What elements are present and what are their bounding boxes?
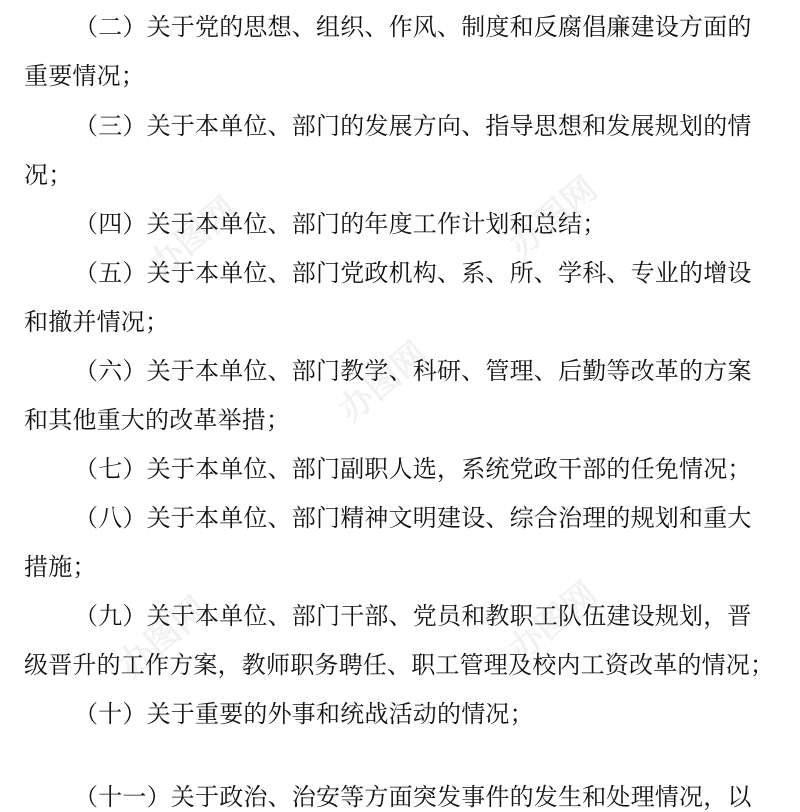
paragraph-line: （九）关于本单位、部门干部、党员和教职工队伍建设规划，晋 [74,602,752,630]
watermark: 办图网 [141,189,246,286]
watermark: 办图网 [331,334,436,431]
paragraph-line: （六）关于本单位、部门教学、科研、管理、后勤等改革的方案 [74,357,752,385]
paragraph-line: 况； [24,161,73,189]
paragraph-line: （五）关于本单位、部门党政机构、系、所、学科、专业的增设 [74,259,752,287]
paragraph-line: （二）关于党的思想、组织、作风、制度和反腐倡廉建设方面的 [74,13,752,41]
watermark: 办图网 [111,589,216,686]
paragraph-line: （三）关于本单位、部门的发展方向、指导思想和发展规划的情 [74,112,752,140]
paragraph-line: 级晋升的工作方案，教师职务聘任、职工管理及校内工资改革的情况； [24,651,775,679]
watermark: 办图网 [501,169,606,266]
paragraph-line: （八）关于本单位、部门精神文明建设、综合治理的规划和重大 [74,504,752,532]
paragraph-line: （七）关于本单位、部门副职人选，系统党政干部的任免情况； [74,455,752,483]
paragraph-line: 和其他重大的改革举措； [24,406,291,434]
paragraph-line: 重要情况； [24,62,145,90]
paragraph-line: 措施； [24,553,97,581]
watermark: 办图网 [501,574,606,671]
paragraph-line: （四）关于本单位、部门的年度工作计划和总结； [74,210,607,238]
paragraph-line: 和撤并情况； [24,308,170,336]
paragraph-line: （十一）关于政治、治安等方面突发事件的发生和处理情况，以 [74,783,752,811]
paragraph-line: （十）关于重要的外事和统战活动的情况； [74,700,534,728]
